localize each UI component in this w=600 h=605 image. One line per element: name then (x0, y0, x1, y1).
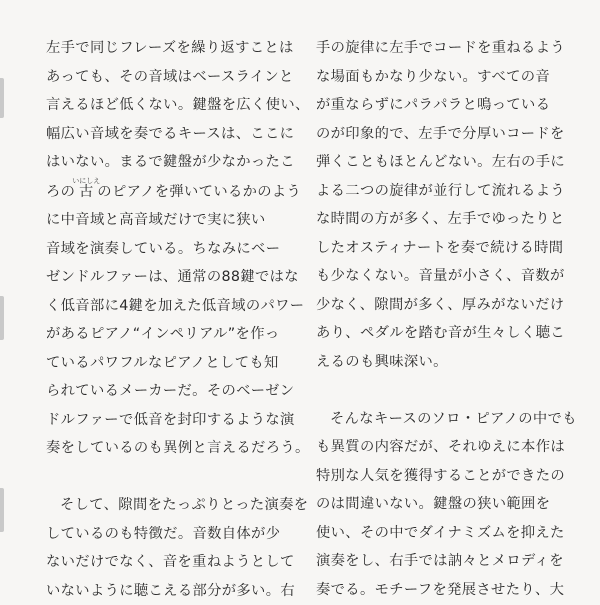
ruby-base: 古 (72, 184, 100, 200)
text-line: そして、隙間をたっぷりとった演奏を (46, 491, 304, 520)
text-line: えるのも興味深い。 (316, 348, 574, 377)
ruby-reading: いにしえ (72, 177, 100, 185)
text-line: いないように聴こえる部分が多い。右 (46, 577, 304, 605)
text-fragment: のピアノを弾いているかのよう (97, 184, 301, 200)
text-line: 奏でる。モチーフを発展させたり、大 (316, 576, 574, 605)
text-line: があるピアノ“インペリアル”を作っ (46, 320, 304, 349)
text-fragment: ろの (46, 184, 75, 200)
text-line: な場面もかなり少ない。すべての音 (316, 63, 574, 92)
text-line: 音域を演奏している。ちなみにベー (46, 235, 304, 264)
text-line: ドルファーで低音を封印するような演 (46, 406, 304, 435)
paragraph-gap (46, 463, 304, 492)
paragraph-2 (46, 491, 304, 605)
text-line: あっても、その音域はベースラインと (46, 63, 304, 92)
page-edge-mark (0, 488, 4, 532)
text-line: に中音域と高音域だけで実に狭い (46, 206, 304, 235)
text-line: そんなキースのソロ・ピアノの中でも (316, 405, 574, 434)
paragraph-4 (316, 405, 574, 605)
text-line: のは間違いない。鍵盤の狭い範囲を (316, 490, 574, 519)
text-line: く低音部に4鍵を加えた低音域のパワー (46, 292, 304, 321)
text-line: はいない。まるで鍵盤が少なかったこ (46, 148, 304, 177)
text-line: られているメーカーだ。そのベーゼン (46, 377, 304, 406)
text-line: 弾くこともほとんどない。左右の手に (316, 148, 574, 177)
left-column (46, 34, 304, 605)
text-line: あり、ペダルを踏む音が生々しく聴こ (316, 319, 574, 348)
page-edge-mark (0, 78, 4, 118)
paragraph-gap (316, 376, 574, 405)
text-line: よる二つの旋律が並行して流れるよう (316, 177, 574, 206)
text-line: も少なくない。音量が小さく、音数が (316, 262, 574, 291)
text-line: のが印象的で、左手で分厚いコードを (316, 120, 574, 149)
page-edge-mark (0, 296, 4, 340)
text-line: が重ならずにパラパラと鳴っている (316, 91, 574, 120)
ruby-annotation (75, 184, 97, 200)
text-line: も異質の内容だが、それゆえに本作は (316, 433, 574, 462)
text-line-with-ruby (46, 177, 304, 207)
paragraph-3 (316, 34, 574, 376)
text-line: 左手で同じフレーズを繰り返すことは (46, 34, 304, 63)
text-line: ゼンドルファーは、通常の88鍵ではな (46, 263, 304, 292)
text-line: 演奏をし、右手では訥々とメロディを (316, 547, 574, 576)
text-line: 使い、その中でダイナミズムを抑えた (316, 519, 574, 548)
text-line: な時間の方が多く、左手でゆったりと (316, 205, 574, 234)
text-line: 特別な人気を獲得することができたの (316, 462, 574, 491)
text-line: 奏をしているのも異例と言えるだろう。 (46, 434, 304, 463)
right-column (316, 34, 574, 604)
text-line: 言えるほど低くない。鍵盤を広く使い、 (46, 91, 304, 120)
paragraph-1 (46, 34, 304, 463)
text-line: ないだけでなく、音を重ねようとして (46, 548, 304, 577)
text-line: 幅広い音域を奏でるキースは、ここに (46, 120, 304, 149)
text-line: したオスティナートを奏で続ける時間 (316, 234, 574, 263)
text-line: ているパワフルなピアノとしても知 (46, 349, 304, 378)
text-line: 少なく、隙間が多く、厚みがないだけ (316, 291, 574, 320)
text-line: しているのも特徴だ。音数自体が少 (46, 520, 304, 549)
text-line: 手の旋律に左手でコードを重ねるよう (316, 34, 574, 63)
